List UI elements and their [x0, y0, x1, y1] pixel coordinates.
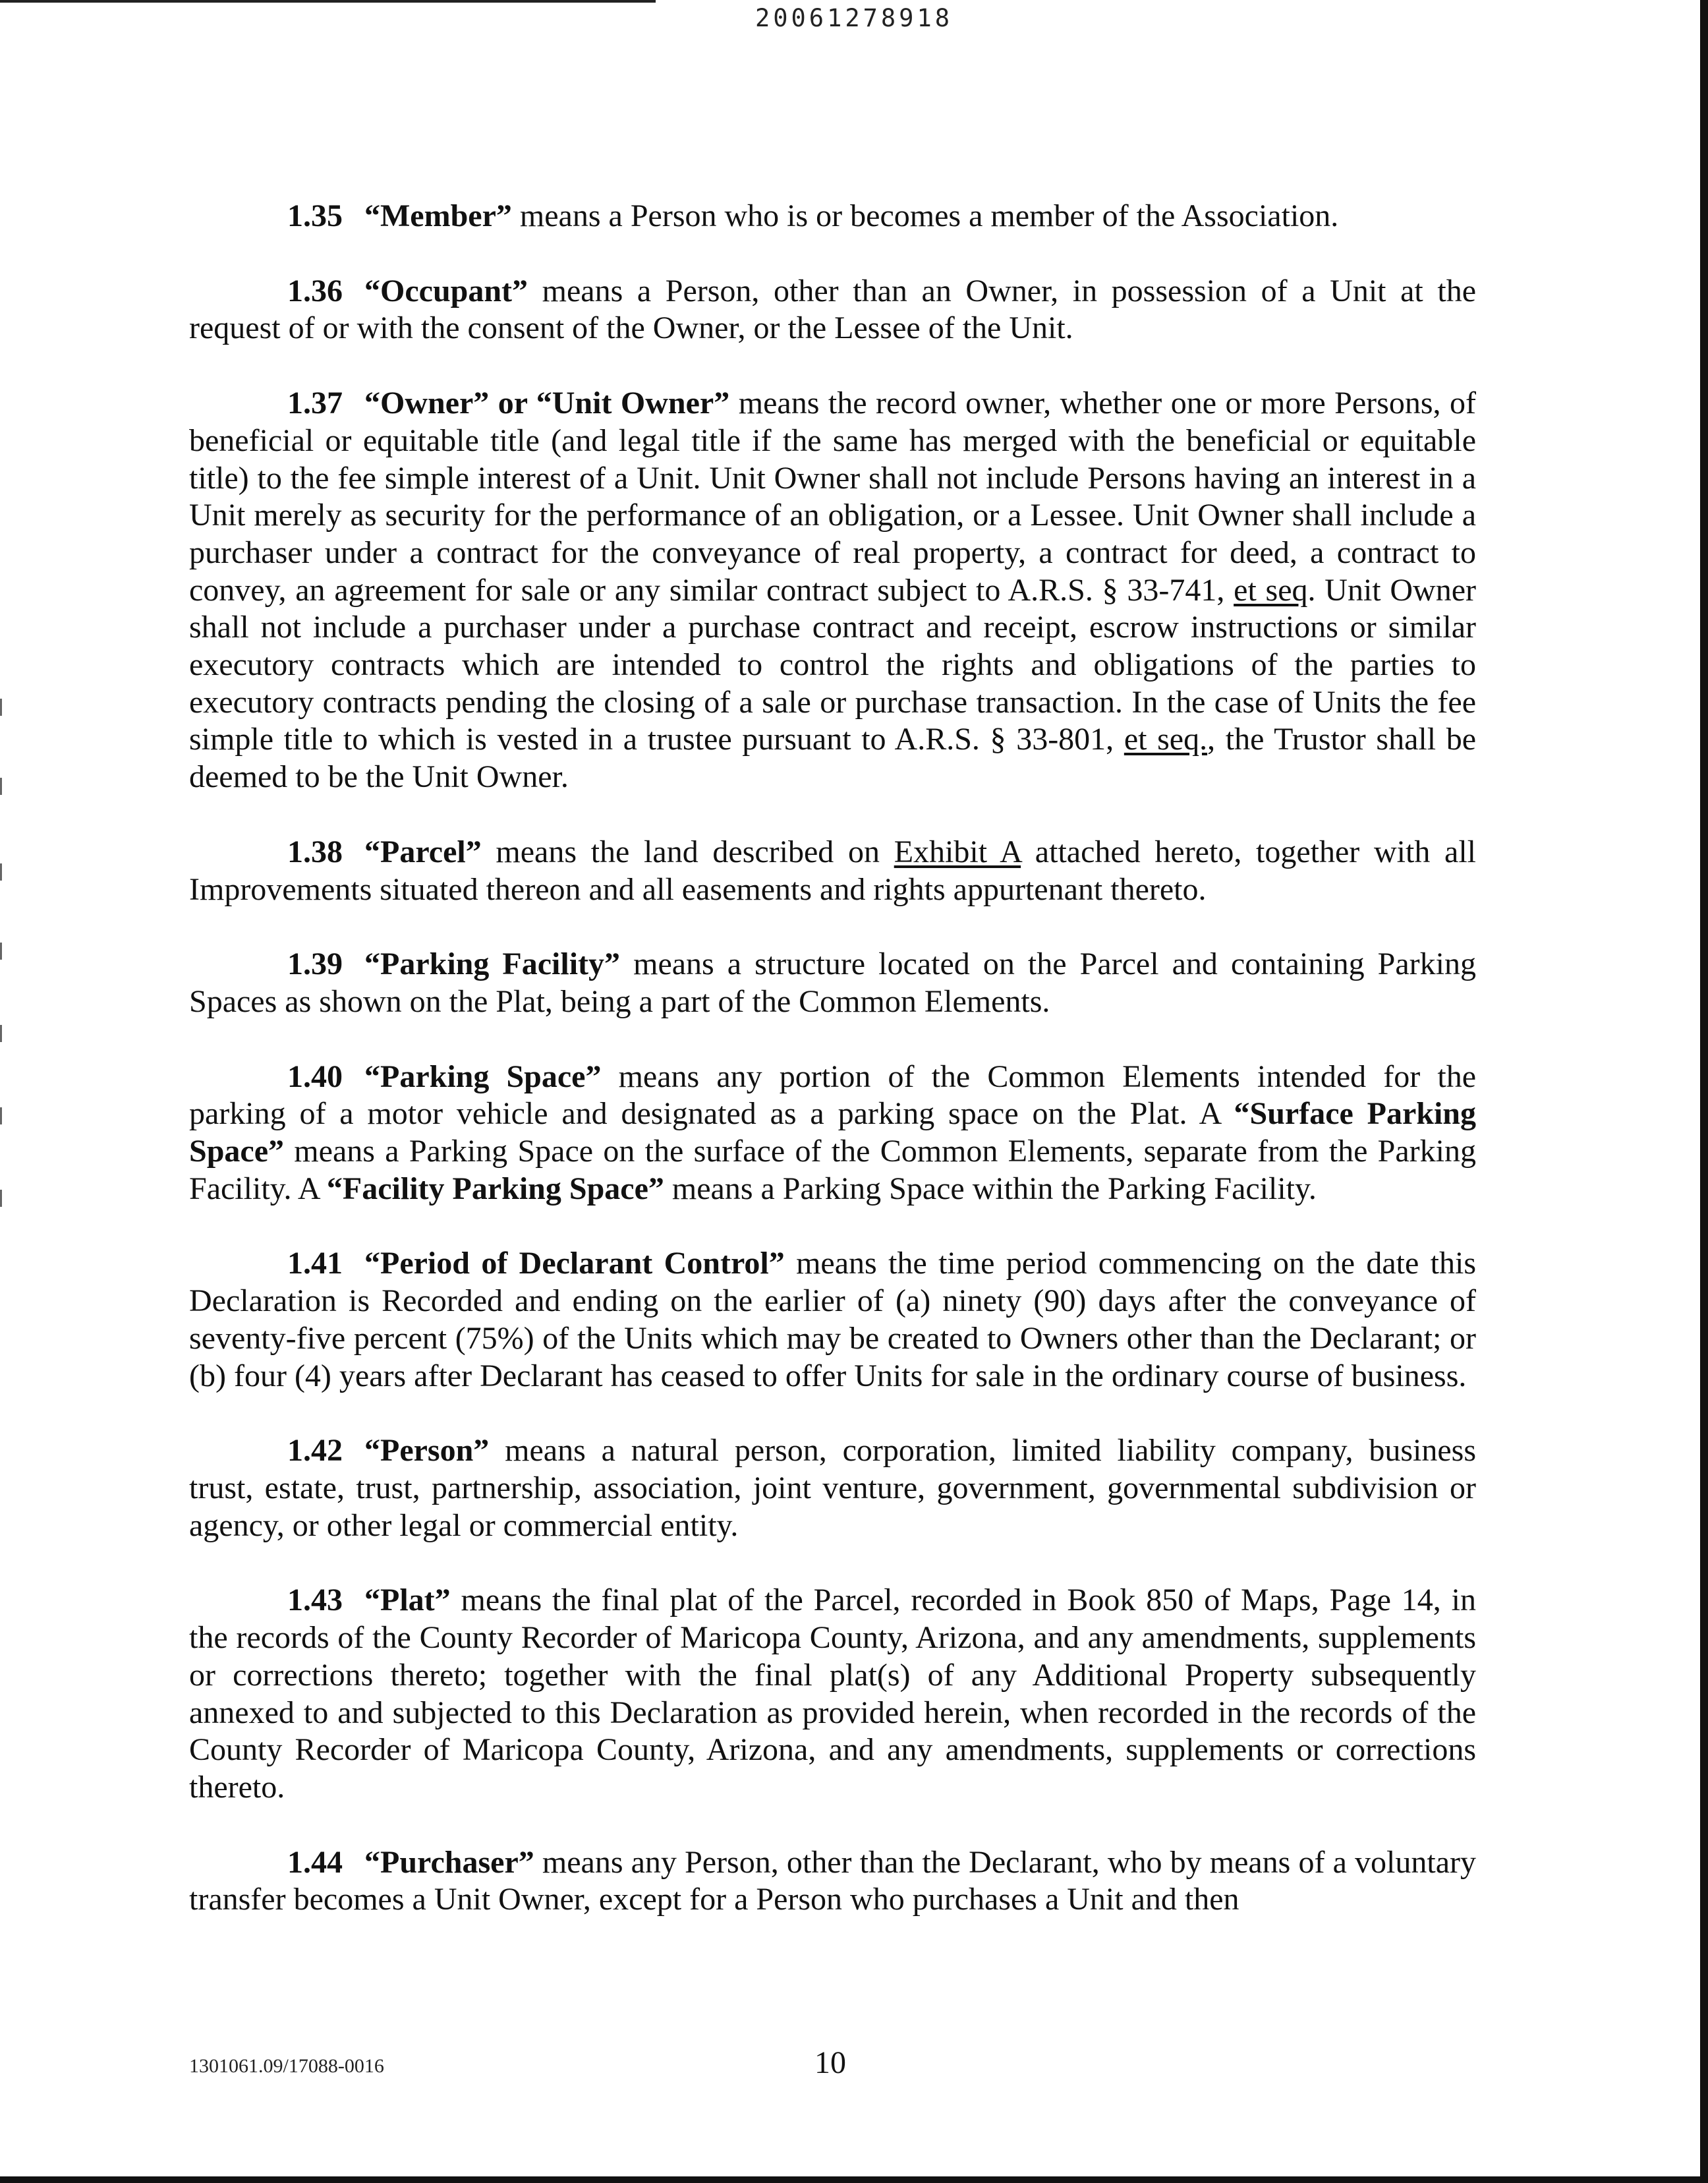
section-number: 1.43	[287, 1583, 343, 1618]
section-number: 1.40	[287, 1059, 343, 1094]
section-number: 1.36	[287, 273, 343, 308]
scan-tick	[0, 863, 2, 881]
underlined-text: et seq.	[1124, 722, 1208, 757]
definition-text: attached hereto, together with all Improvements situated thereon and all easements and rights appurtenant thereto.	[189, 834, 1476, 907]
definition-paragraph	[189, 946, 1476, 1020]
defined-term: “Parking Space”	[364, 1059, 602, 1094]
scan-tick	[0, 1025, 2, 1042]
section-number: 1.37	[287, 386, 343, 421]
scan-tick	[0, 699, 2, 716]
definition-text: means the time period commencing on the date this Declaration is Recorded and ending on the earlier of (a) ninety (90) days after the conveyance of seventy-five percent (75%) of the Units which may be created to Owners other than the Declarant; or (b) four (4) years after Declarant has ceased to offer Units for sale in the ordinary course of business.	[189, 1246, 1477, 1393]
scan-tick	[0, 943, 2, 960]
definition-text: means a Parking Space on the surface of the Common Elements, separate from the Parking Facility. A	[189, 1134, 1476, 1206]
section-number: 1.39	[287, 946, 343, 982]
definition-text: means any Person, other than the Declarant, who by means of a voluntary transfer becomes a Unit Owner, except for a Person who purchases a Unit and then	[189, 1844, 1476, 1917]
definition-text: means a natural person, corporation, limited liability company, business trust, estate, trust, partnership, association, joint venture, government, governmental subdivision or agency, or other legal or commercial entity.	[189, 1433, 1476, 1543]
document-reference: 1301061.09/17088-0016	[189, 2055, 384, 2077]
definition-text: means a Person, other than an Owner, in possession of a Unit at the request of or with the consent of the Owner, or the Lessee of the Unit.	[189, 273, 1476, 346]
definition-text: means any portion of the Common Elements intended for the parking of a motor vehicle and designated as a parking space on the Plat. A	[189, 1059, 1476, 1132]
defined-term: “Person”	[364, 1433, 490, 1469]
definition-text: means the land described on	[481, 834, 894, 869]
section-number: 1.42	[287, 1433, 343, 1469]
defined-term: “Member”	[364, 198, 512, 233]
defined-term: “Occupant”	[364, 273, 528, 308]
definition-paragraph	[189, 1245, 1476, 1395]
definition-text: means a Person who is or becomes a member of the Association.	[511, 198, 1339, 233]
defined-term: “Plat”	[364, 1583, 451, 1618]
defined-term: “Parking Facility”	[364, 946, 621, 982]
section-number: 1.35	[287, 198, 343, 233]
page-number: 10	[814, 2045, 846, 2080]
scan-right-edge	[1700, 0, 1708, 2183]
scan-bottom-edge	[0, 2176, 1708, 2183]
definition-text: means a Parking Space within the Parking Facility.	[664, 1171, 1317, 1206]
definition-text: means a structure located on the Parcel and containing Parking Spaces as shown on the Plat, being a part of the Common Elements.	[189, 946, 1477, 1019]
underlined-text: Exhibit A	[894, 834, 1021, 869]
section-number: 1.38	[287, 834, 343, 869]
definition-paragraph	[189, 385, 1476, 796]
definition-paragraph	[189, 1059, 1476, 1208]
definition-text: means the record owner, whether one or more Persons, of beneficial or equitable title (and legal title if the same has merged with the beneficial or equitable title) to the fee simple interest of a Unit. Unit Owner shall not include Persons having an interest in a Unit merely as security for the performance of an obligation, or a Lessee. Unit Owner shall include a purchaser under a contract for the conveyance of real property, a contract for deed, a contract to convey, an agreement for sale or any similar contract subject to A.R.S. § 33-741,	[189, 386, 1476, 608]
defined-term: “Owner” or “Unit Owner”	[364, 386, 730, 421]
defined-term: “Facility Parking Space”	[326, 1171, 664, 1206]
scan-tick	[0, 1190, 2, 1207]
section-number: 1.41	[287, 1246, 343, 1281]
definition-text: . Unit Owner shall not include a purchaser under a purchase contract and receipt, escrow instructions or similar executory contracts which are intended to control the rights and obligations of the parties to executory contracts pending the closing of a sale or purchase transaction. In the case of Units the fee simple title to which is vested in a trustee pursuant to A.R.S. § 33-801,	[189, 572, 1477, 757]
definition-text: means the final plat of the Parcel, recorded in Book 850 of Maps, Page 14, in the records of the County Recorder of Maricopa County, Arizona, and any amendments, supplements or corrections thereto; together with the final plat(s) of any Additional Property subsequently annexed to and subjected to this Declaration as provided herein, when recorded in the records of the County Recorder of Maricopa County, Arizona, and any amendments, supplements or corrections thereto.	[189, 1583, 1476, 1805]
definition-text: , the Trustor shall be deemed to be the Unit Owner.	[189, 722, 1477, 795]
scan-tick	[0, 1107, 2, 1124]
recording-number: 20061278918	[754, 4, 954, 32]
defined-term: “Period of Declarant Control”	[364, 1246, 785, 1281]
underlined-text: et seq	[1234, 572, 1308, 608]
definition-paragraph	[189, 273, 1476, 347]
definition-paragraph	[189, 198, 1476, 235]
section-number: 1.44	[287, 1844, 343, 1880]
defined-term: “Parcel”	[364, 834, 482, 869]
definition-paragraph	[189, 1432, 1476, 1544]
defined-term: “Surface Parking Space”	[189, 1096, 1476, 1169]
scan-top-rule	[0, 0, 656, 3]
definitions-body	[189, 198, 1476, 1956]
scan-tick	[0, 778, 2, 795]
definition-paragraph	[189, 1844, 1476, 1919]
definition-paragraph	[189, 1582, 1476, 1806]
definition-paragraph	[189, 834, 1476, 908]
defined-term: “Purchaser”	[364, 1844, 534, 1880]
